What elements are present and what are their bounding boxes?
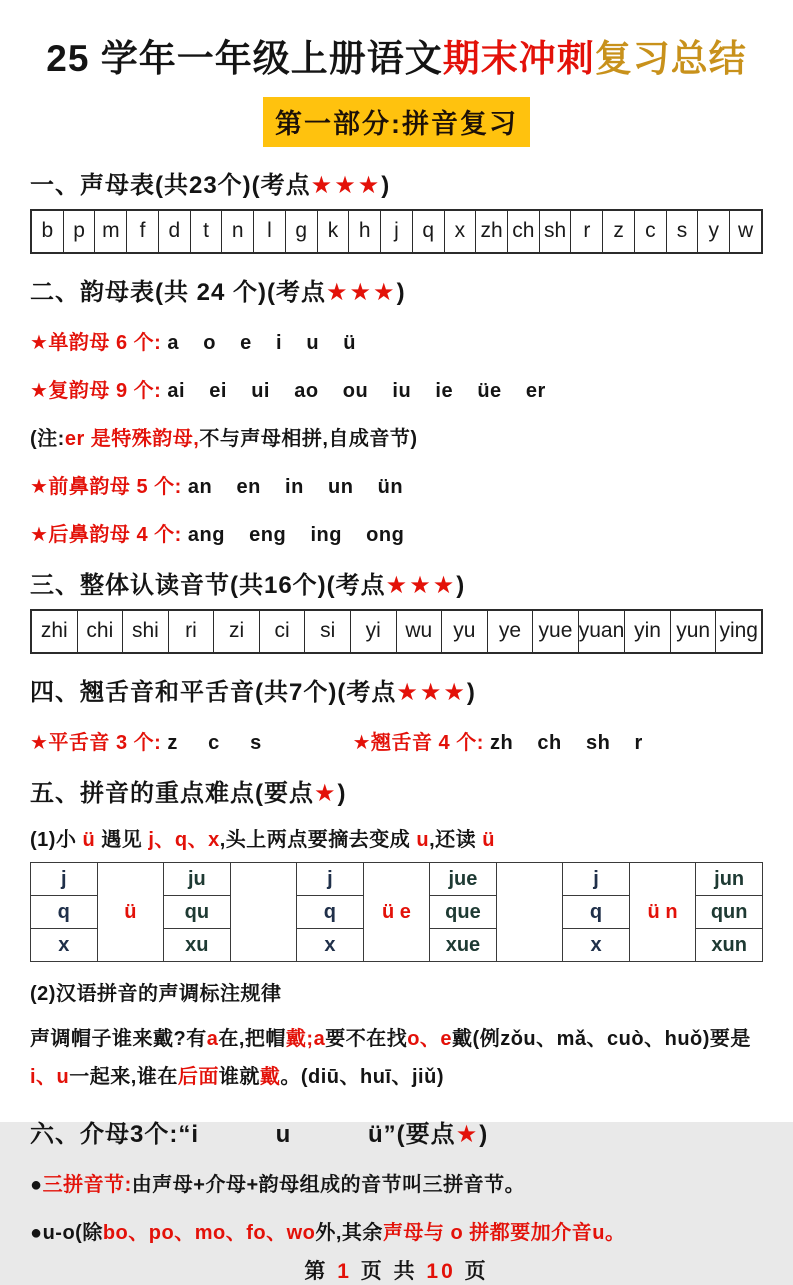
initials-table-cell: b <box>41 219 54 242</box>
initials-table-cell: r <box>570 211 602 252</box>
jqx-merged-cell: ü <box>97 863 164 962</box>
initials-table-cell: zh <box>475 211 507 252</box>
text-segment: 二、韵母表(共 24 个)(考点 <box>30 279 327 306</box>
text-segment: ★★★ <box>326 279 397 306</box>
text-segment: i、u <box>30 1066 70 1088</box>
rule-2-line <box>30 977 763 1006</box>
whole-syllables-table-cell: ye <box>487 611 533 652</box>
initials-table-cell: k <box>317 211 349 252</box>
section-6-heading <box>30 1114 763 1149</box>
initials-table-cell: l <box>253 211 285 252</box>
whole-syllables-table-cell: si <box>304 611 350 652</box>
text-segment: ) <box>479 1121 489 1148</box>
jqx-cell: x <box>297 929 364 962</box>
text-segment: 复习总结 <box>594 38 747 79</box>
text-segment: u <box>416 829 430 851</box>
text-segment: a <box>206 1028 219 1050</box>
jqx-cell: qun <box>696 896 763 929</box>
text-segment: ★平舌音 3 个: <box>30 732 162 754</box>
text-segment: 10 <box>426 1260 456 1283</box>
text-segment: 后面 <box>177 1066 219 1088</box>
jqx-table <box>30 862 763 962</box>
text-segment: ★★★ <box>396 679 467 706</box>
text-segment: ★单韵母 6 个: <box>30 332 168 354</box>
text-segment: 要不在找 <box>325 1028 408 1050</box>
text-segment: ● <box>30 1174 43 1196</box>
initials-table-cell: c <box>634 211 666 252</box>
text-segment: ★★★ <box>385 572 457 599</box>
initials-table <box>30 209 763 254</box>
jqx-cell: x <box>31 929 98 962</box>
section-5-heading <box>30 773 763 808</box>
back-nasal-finals-line <box>30 518 763 547</box>
jqx-cell: j <box>297 863 364 896</box>
text-segment: ,还读 <box>429 829 483 851</box>
text-segment: ) <box>456 572 466 599</box>
tone-rule-paragraph <box>30 1020 763 1096</box>
initials-table-cell: p <box>63 211 95 252</box>
jqx-cell: xu <box>164 929 231 962</box>
compound-finals-line <box>30 374 763 403</box>
text-segment: ★后鼻韵母 4 个: <box>30 524 188 546</box>
rule-1-line <box>30 823 763 852</box>
whole-syllables-table-cell: wu <box>396 611 442 652</box>
text-segment: ai ei ui ao ou iu ie üe er <box>167 380 546 402</box>
text-segment: 一、声母表(共23个)(考点 <box>30 172 311 199</box>
doc-title <box>30 28 763 82</box>
text-segment: ü <box>482 829 495 851</box>
whole-syllables-table-cell: ci <box>259 611 305 652</box>
text-segment: 。(diū、huī、jiǔ) <box>280 1066 444 1088</box>
jqx-cell: x <box>563 929 630 962</box>
text-segment: an en in un ün <box>187 476 404 498</box>
section-3-heading <box>30 565 763 600</box>
initials-table-cell: m <box>94 211 126 252</box>
initials-table-cell: d <box>158 211 190 252</box>
initials-table-cell: j <box>380 211 412 252</box>
jqx-cell: qu <box>164 896 231 929</box>
text-segment: ü <box>82 829 96 851</box>
text-segment: ★ <box>455 1121 480 1148</box>
jqx-cell: jun <box>696 863 763 896</box>
text-segment: ★翘舌音 4 个: <box>352 732 484 754</box>
text-segment: a o e i u ü <box>167 332 356 354</box>
text-segment: (注: <box>30 428 65 450</box>
text-segment: 戴(例zǒu、mǎ、cuò、huǒ)要是 <box>452 1028 751 1050</box>
text-segment: 第 <box>304 1260 338 1283</box>
jqx-table-row <box>31 863 763 896</box>
text-segment: zh ch sh r <box>483 732 643 754</box>
initials-table-cell: s <box>666 211 698 252</box>
part-banner-wrap <box>30 97 763 147</box>
whole-syllables-table-cell: yi <box>350 611 396 652</box>
text-segment: bo、po、mo、fo、wo <box>102 1222 316 1244</box>
whole-syllables-table-cell: ri <box>168 611 214 652</box>
text-segment: 页 共 <box>351 1260 427 1283</box>
whole-syllables-table-cell: yue <box>532 611 578 652</box>
text-segment: z c s <box>161 732 262 754</box>
text-segment: 在,把帽 <box>218 1028 286 1050</box>
initials-table-cell: y <box>697 211 729 252</box>
jqx-cell: xun <box>696 929 763 962</box>
text-segment: (2)汉语拼音的声调标注规律 <box>30 983 282 1005</box>
initials-table-cell: f <box>126 211 158 252</box>
whole-syllables-table-cell: zi <box>213 611 259 652</box>
er-note-line <box>30 422 763 451</box>
text-segment: 声调帽子谁来戴?有 <box>30 1028 207 1050</box>
text-segment: 戴 <box>259 1066 281 1088</box>
page-footer <box>30 1255 763 1285</box>
front-nasal-finals-line <box>30 470 763 499</box>
jqx-cell: q <box>31 896 98 929</box>
text-segment: ang eng ing ong <box>187 524 405 546</box>
initials-table-cell: x <box>444 211 476 252</box>
text-segment: 外,其余 <box>315 1222 383 1244</box>
text-segment: 由声母+介母+韵母组成的音节叫三拼音节。 <box>131 1174 526 1196</box>
whole-syllables-table-cell: yun <box>670 611 716 652</box>
text-segment: ) <box>337 780 347 807</box>
text-segment: er 是特殊韵母, <box>64 428 200 450</box>
jqx-cell: xue <box>430 929 497 962</box>
text-segment: ) <box>381 172 391 199</box>
text-segment: j、q、x <box>148 829 220 851</box>
whole-syllables-table-cell: ying <box>715 611 761 652</box>
text-segment: 1 <box>337 1260 352 1283</box>
text-segment: 五、拼音的重点难点(要点 <box>30 780 314 807</box>
text-segment: ●u-o(除 <box>30 1222 103 1244</box>
whole-syllables-table <box>30 609 763 654</box>
text-segment: (1)小 <box>30 829 83 851</box>
section-2-heading <box>30 272 763 307</box>
text-segment: 页 <box>455 1260 489 1283</box>
text-segment: 遇见 <box>95 829 149 851</box>
jqx-cell: jue <box>430 863 497 896</box>
text-segment: 25 学年一年级上册语文 <box>46 38 443 79</box>
text-segment: 不与声母相拼,自成音节) <box>199 428 418 450</box>
initials-table-cell: t <box>190 211 222 252</box>
jqx-cell: j <box>31 863 98 896</box>
part-banner: 第一部分:拼音复习 <box>263 97 530 147</box>
initials-table-cell: w <box>729 211 761 252</box>
text-segment: ) <box>466 679 476 706</box>
single-finals-line <box>30 326 763 355</box>
jqx-cell: q <box>563 896 630 929</box>
text-segment: ,头上两点要摘去变成 <box>219 829 417 851</box>
whole-syllables-table-cell: chi <box>77 611 123 652</box>
text-segment: 期末冲刺 <box>442 38 595 79</box>
flat-retroflex-line <box>30 726 763 755</box>
u-o-bullet <box>30 1216 763 1245</box>
whole-syllables-table-cell: yin <box>624 611 670 652</box>
jqx-cell: j <box>563 863 630 896</box>
jqx-cell: que <box>430 896 497 929</box>
text-segment: ) <box>396 279 406 306</box>
text-segment: 一起来,谁在 <box>69 1066 178 1088</box>
initials-table-cell: z <box>602 211 634 252</box>
section-1-heading <box>30 165 763 200</box>
initials-table-cell: ch <box>507 211 539 252</box>
initials-table-cell: h <box>348 211 380 252</box>
text-segment: 六、介母3个:“i u ü”(要点 <box>30 1121 456 1148</box>
section-4-heading <box>30 672 763 707</box>
jqx-spacer-cell <box>230 863 297 962</box>
text-segment: 戴;a <box>285 1028 326 1050</box>
text-segment: ★★★ <box>310 172 382 199</box>
text-segment: 声母与 o 拼都要加介音u。 <box>382 1222 626 1244</box>
text-segment: 三拼音节: <box>42 1174 132 1196</box>
jqx-spacer-cell <box>496 863 563 962</box>
initials-table-cell: n <box>221 211 253 252</box>
whole-syllables-table-cell: zhi <box>40 619 68 642</box>
initials-table-cell: q <box>412 211 444 252</box>
initials-table-cell: g <box>285 211 317 252</box>
text-segment: ★ <box>314 780 338 807</box>
text-segment <box>262 732 353 754</box>
text-segment: ★前鼻韵母 5 个: <box>30 476 188 498</box>
jqx-merged-cell: ü n <box>629 863 696 962</box>
initials-table-cell: sh <box>539 211 571 252</box>
text-segment: ★复韵母 9 个: <box>30 380 168 402</box>
jqx-cell: q <box>297 896 364 929</box>
text-segment: 四、翘舌音和平舌音(共7个)(考点 <box>30 679 397 706</box>
text-segment: 谁就 <box>218 1066 260 1088</box>
jqx-merged-cell: ü e <box>363 863 430 962</box>
whole-syllables-table-cell: shi <box>122 611 168 652</box>
text-segment: o、e <box>407 1028 453 1050</box>
text-segment: 三、整体认读音节(共16个)(考点 <box>30 572 386 599</box>
whole-syllables-table-cell: yuan <box>578 611 625 652</box>
whole-syllables-table-cell: yu <box>441 611 487 652</box>
three-pin-bullet <box>30 1168 763 1197</box>
jqx-cell: ju <box>164 863 231 896</box>
